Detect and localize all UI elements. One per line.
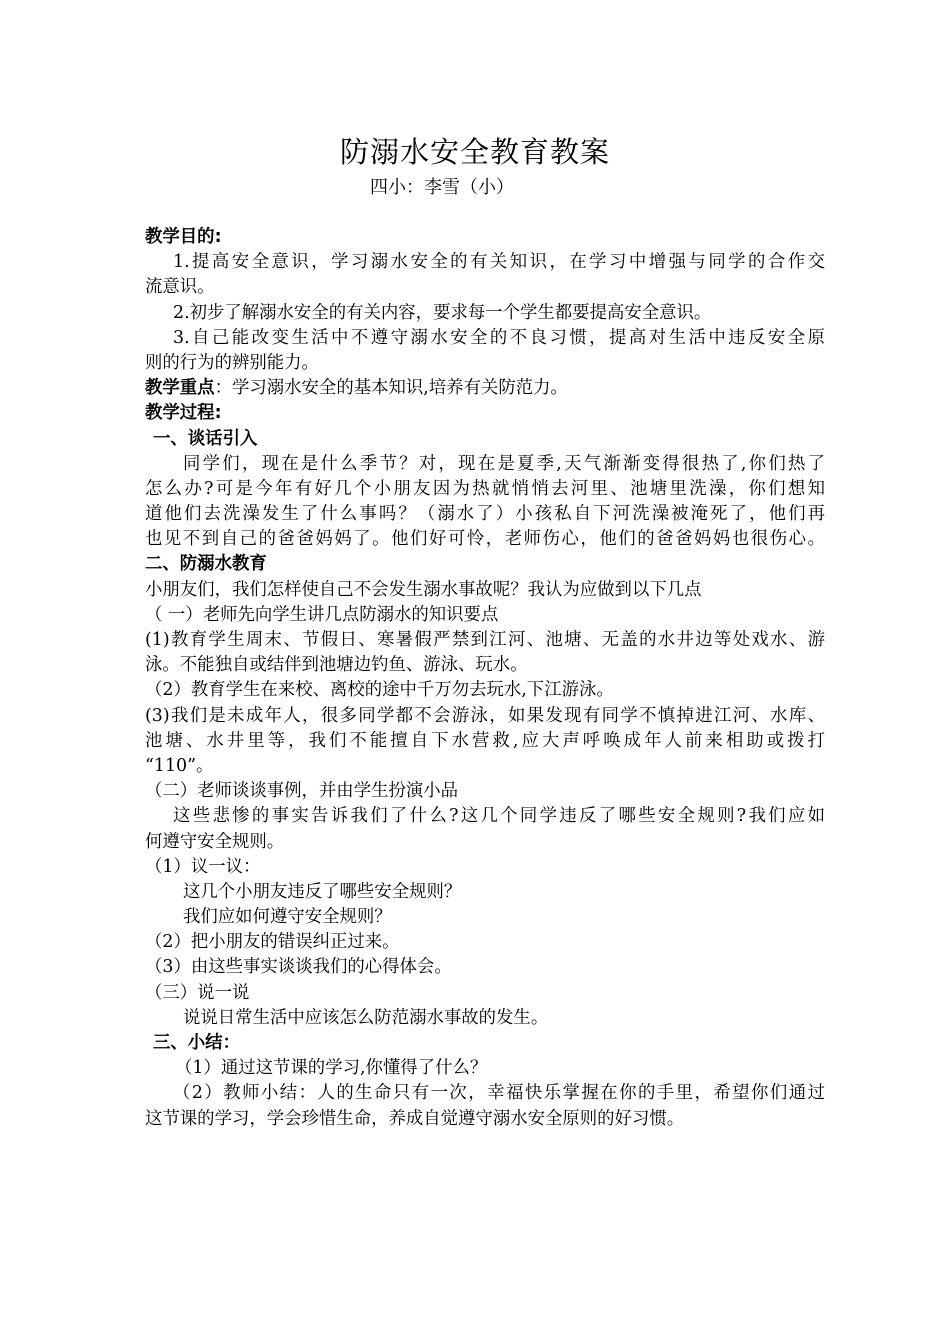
item-3-line-3: “110”。 xyxy=(145,755,214,776)
document-title: 防溺水安全教育教案 xyxy=(339,135,610,169)
part-1-heading: 一、谈话引入 xyxy=(153,428,258,449)
summary-2-line-1: （2）教师小结：人的生命只有一次，幸福快乐掌握在你的手里，希望你们通过 xyxy=(173,1083,825,1104)
lesson-body xyxy=(145,225,825,1132)
question-1: 这几个小朋友违反了哪些安全规则？ xyxy=(183,881,462,902)
item-3-line-1: (3)我们是未成年人，很多同学都不会游泳，如果发现有同学不慎掉进江河、水库、 xyxy=(145,705,825,726)
sub-3-text: 说说日常生活中应该怎么防范溺水事故的发生。 xyxy=(183,1007,549,1028)
part-1-line-2: 怎么办?可是今年有好几个小朋友因为热就悄悄去河里、池塘里洗澡，你们想知 xyxy=(145,478,825,499)
process-heading: 教学过程: xyxy=(145,403,222,424)
sub-2-line-1: 这些悲惨的事实告诉我们了什么?这几个同学违反了哪些安全规则?我们应如 xyxy=(173,806,825,827)
item-1-line-2: 泳。不能独自或结伴到池塘边钓鱼、游泳、玩水。 xyxy=(145,655,528,676)
goal-1-line-1: 1.提高安全意识，学习溺水安全的有关知识，在学习中增强与同学的合作交 xyxy=(173,252,825,273)
part-3-heading: 三、小结： xyxy=(153,1033,240,1053)
correct-mistakes: （2）把小朋友的错误纠正过来。 xyxy=(145,932,400,953)
part-1-line-1: 同学们，现在是什么季节？对，现在是夏季,天气渐渐变得很热了,你们热了 xyxy=(183,453,825,474)
item-1-line-1: (1)教育学生周末、节假日、寒暑假严禁到江河、池塘、无盖的水井边等处戏水、游 xyxy=(145,630,825,650)
item-2: （2）教育学生在来校、离校的途中千万勿去玩水,下江游泳。 xyxy=(145,680,614,701)
goals-heading: 教学目的: xyxy=(145,227,222,247)
part-2-sub-1: （ 一）老师先向学生讲几点防溺水的知识要点 xyxy=(145,604,499,625)
key-text: ：学习溺水安全的基本知识,培养有关防范力。 xyxy=(214,378,568,399)
discuss-heading: （1）议一议： xyxy=(145,856,261,877)
part-1-line-4: 也见不到自己的爸爸妈妈了。他们好可怜，老师伤心，他们的爸爸妈妈也很伤心。 xyxy=(145,529,825,550)
author-line: 四小：李雪（小） xyxy=(370,177,514,198)
share-thoughts: （3）由这些事实谈谈我们的心得体会。 xyxy=(145,957,452,978)
summary-1: （1）通过这节课的学习,你懂得了什么？ xyxy=(175,1058,488,1079)
part-2-sub-3: （三）说一说 xyxy=(145,982,250,1003)
part-2-sub-2: （二）老师谈谈事例，并由学生扮演小品 xyxy=(145,781,459,802)
key-heading: 教学重点 xyxy=(145,378,215,399)
summary-2-line-2: 这节课的学习，学会珍惜生命，养成自觉遵守溺水安全原则的好习惯。 xyxy=(145,1108,685,1129)
sub-2-line-2: 何遵守安全规则。 xyxy=(145,831,285,852)
goal-3-line-2: 则的行为的辨别能力。 xyxy=(145,352,319,373)
goal-2: 2.初步了解溺水安全的有关内容，要求每一个学生都要提高安全意识。 xyxy=(173,302,712,323)
part-2-heading: 二、防溺水教育 xyxy=(145,554,267,575)
goal-1-line-2: 流意识。 xyxy=(145,277,215,298)
part-1-line-3: 道他们去洗澡发生了什么事吗？（溺水了）小孩私自下河洗澡被淹死了，他们再 xyxy=(145,504,825,525)
part-2-intro: 小朋友们，我们怎样使自己不会发生溺水事故呢？我认为应做到以下几点 xyxy=(145,579,702,600)
goal-3-line-1: 3.自己能改变生活中不遵守溺水安全的不良习惯，提高对生活中违反安全原 xyxy=(173,327,825,348)
item-3-line-2: 池塘、水井里等，我们不能擅自下水营救,应大声呼唤成年人前来相助或拨打 xyxy=(145,730,825,751)
key-point-line xyxy=(145,376,825,401)
question-2: 我们应如何遵守安全规则？ xyxy=(183,907,392,928)
